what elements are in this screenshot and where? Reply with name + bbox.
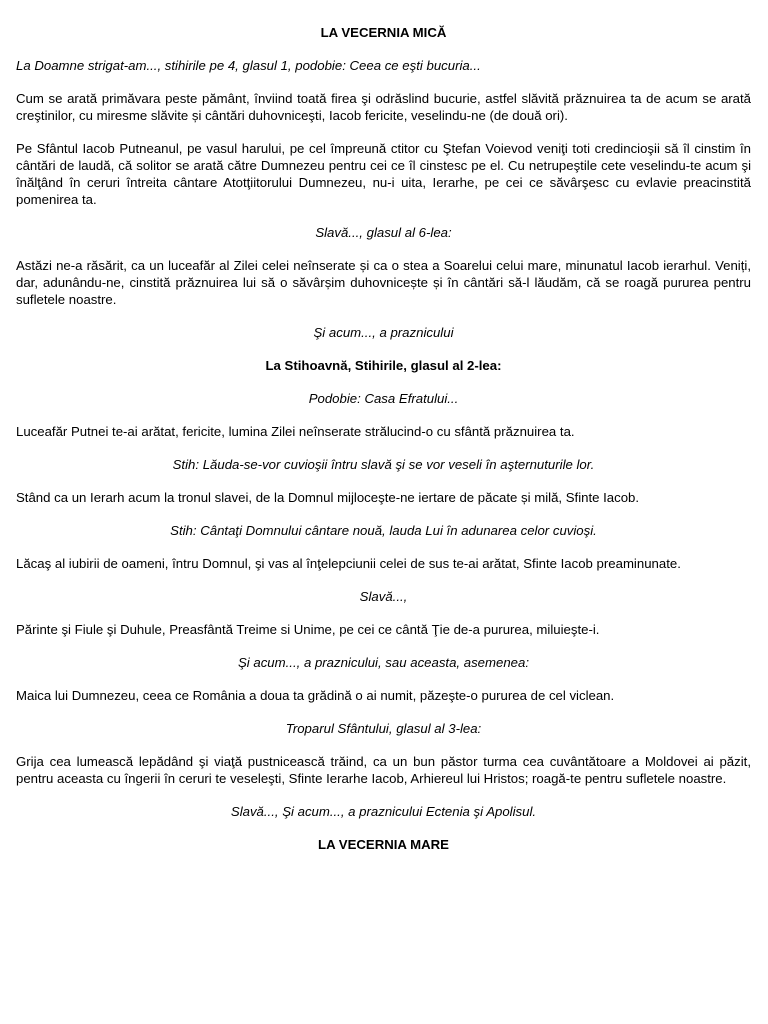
paragraph-6: Lăcaş al iubirii de oameni, întru Domnul, şi vas al înţelepciunii celei de sus te-ai arătat, Sfinte Iacob preaminunate. [16,556,681,571]
paragraph-5: Stând ca un Ierarh acum la tronul slavei, de la Domnul mijloceşte-ne iertare de păcate și milă, Sfinte Iacob. [16,490,640,505]
section-title-vecernia-mica: LA VECERNIA MICĂ [320,25,447,40]
final-rubric: Slavă..., Şi acum..., a praznicului Ectenia şi Apolisul. [230,804,537,819]
paragraph-3: Astăzi ne-a răsărit, ca un luceafăr al Zilei celei neînserate și ca o stea a Soarelui celui mare, minunatul Iacob ierarhul. Veniți, dar, adunându-ne, cinstită prăznuirea lui să o săvârșim duhovnicește și în cântări să-l lăudăm, că se roagă pururea pentru sufletele noastre. [16,258,751,307]
paragraph-1: Cum se arată primăvara peste pământ, înviind toată firea şi odrăslind bucurie, astfel slăvită prăznuirea ta de acum se arată creştinilor, cu miresme slăvite și cântări duhovniceşti, Iacob fericite, veselindu-ne (de două ori). [16,91,751,123]
document-page [16,24,751,869]
paragraph-4: Luceafăr Putnei te-ai arătat, fericite, lumina Zilei neînserate strălucind-o cu sfântă prăznuirea ta. [16,424,575,439]
intro-line: La Doamne strigat-am..., stihirile pe 4, glasul 1, podobie: Ceea ce eşti bucuria... [16,58,481,73]
paragraph-7: Părinte şi Fiule şi Duhule, Preasfântă Treime si Unime, pe cei ce cântă Ţie de-a pururea, miluieşte-i. [16,622,600,637]
stih-1: Stih: Lăuda-se-vor cuvioşii întru slavă şi se vor veseli în aşternuturile lor. [172,457,595,472]
paragraph-9: Grija cea lumească lepădând şi viaţă pustnicească trăind, ca un bun păstor turma cea cuvântătoare a Moldovei ai păzit, pentru aceasta cu îngerii în ceruri te veseleşti, Sfinte Ierarhe Iacob, Arhiereul lui Hristos; roagă-te pentru sufletele noastre. [16,754,751,786]
paragraph-8: Maica lui Dumnezeu, ceea ce România a doua ta grădină o ai numit, păzeşte-o pururea de cel viclean. [16,688,615,703]
troparul-heading: Troparul Sfântului, glasul al 3-lea: [285,721,482,736]
slava-glas-6: Slavă..., glasul al 6-lea: [315,225,452,240]
paragraph-2: Pe Sfântul Iacob Putneanul, pe vasul harului, pe cel împreună ctitor cu Ştefan Voievod veniţi toti credincioşii să îl cinstim în cântări de laudă, că solitor se arată către Dumnezeu pentru cei ce îl cinstesc pe el. Cu netrupeştile cete veselindu-te acum şi înălţând în ceruri întreita cântare Atotţiitorului Dumnezeu, nu-i uita, Ierarhe, pe cei ce săvârşesc cu evlavie preacinstită pomenirea ta. [16,141,751,207]
stihoavna-heading: La Stihoavnă, Stihirile, glasul al 2-lea: [265,358,502,373]
si-acum-praznicului: Şi acum..., a praznicului [313,325,454,340]
si-acum-asemenea: Şi acum..., a praznicului, sau aceasta, asemenea: [237,655,529,670]
section-title-vecernia-mare: LA VECERNIA MARE [318,837,449,852]
podobie-line: Podobie: Casa Efratului... [308,391,459,406]
stih-2: Stih: Cântaţi Domnului cântare nouă, lauda Lui în adunarea celor cuvioşi. [170,523,597,538]
slava-line: Slavă..., [359,589,408,604]
